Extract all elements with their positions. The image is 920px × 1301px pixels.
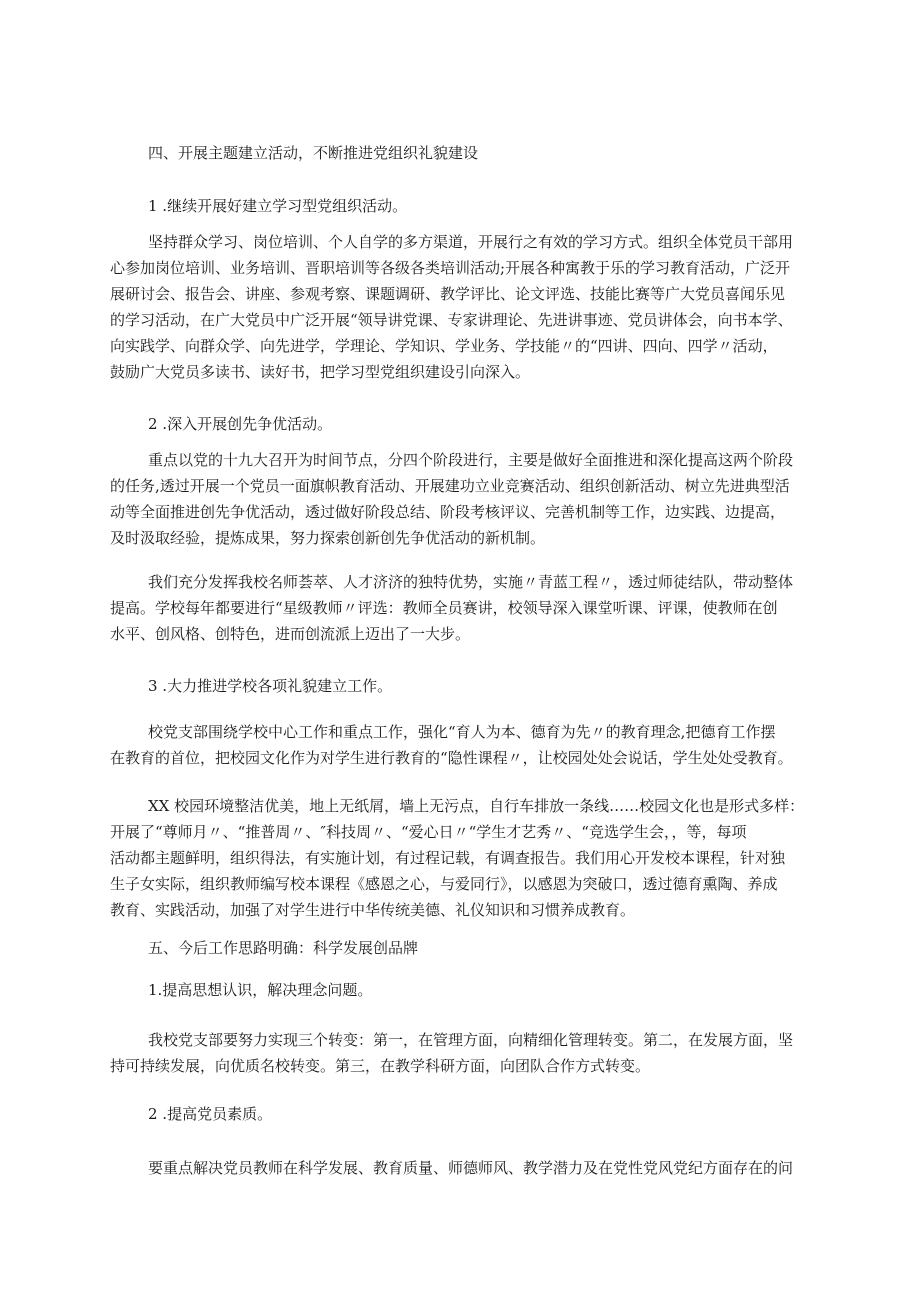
text-line: 四、开展主题建立活动，不断推进党组织礼貌建设 (148, 144, 479, 162)
text-line: 鼓励广大党员多读书、读好书，把学习型党组织建设引向深入。 (110, 363, 531, 381)
text-line: 1.提高思想认识，解决理念问题。 (148, 981, 373, 999)
text-line: 在教育的首位，把校园文化作为对学生进行教育的“隐性课程〃，让校园处处会说话，学生处处受教育。 (110, 749, 793, 767)
text-line: 的任务,透过开展一个党员一面旗帜教育活动、开展建功立业竞赛活动、组织创新活动、树立先进典型活 (110, 477, 790, 495)
text-line: 的学习活动，在广大党员中广泛开展“领导讲党课、专家讲理论、先进讲事迹、党员讲体会，向书本学、 (110, 311, 793, 329)
text-line: 动等全面推进创先争优活动，透过做好阶段总结、阶段考核评议、完善机制等工作，边实践、边提高， (110, 503, 786, 521)
text-line: 我们充分发挥我校名师荟萃、人才济济的独特优势，实施〃青蓝工程〃，透过师徒结队，带动整体 (148, 573, 794, 591)
text-line: 坚持群众学习、岗位培训、个人自学的多方渠道，开展行之有效的学习方式。组织全体党员干部用 (148, 233, 794, 251)
text-line: 重点以党的十九大召开为时间节点，分四个阶段进行，主要是做好全面推进和深化提高这两个阶段 (148, 451, 794, 469)
text-line: 向实践学、向群众学、向先进学，学理论、学知识、学业务、学技能〃的“四讲、四向、四学〃活动， (110, 337, 778, 355)
text-line: 2 .提高党员素质。 (148, 1105, 273, 1123)
text-line: 活动都主题鲜明，组织得法，有实施计划，有过程记载，有调查报告。我们用心开发校本课程，针对独 (110, 849, 786, 867)
text-line: XX 校园环境整洁优美，地上无纸屑，墙上无污点，自行车排放一条线……校园文化也是形式多样： (148, 797, 805, 815)
text-line: 提高。学校每年都要进行“星级教师〃评选：教师全员赛讲，校领导深入课堂听课、评课，使教师在创 (110, 599, 778, 617)
text-line: 及时汲取经验，提炼成果，努力探索创新创先争优活动的新机制。 (110, 529, 546, 547)
text-line: 校党支部围绕学校中心工作和重点工作，强化“育人为本、德育为先〃的教育理念,把德育工作摆 (148, 723, 776, 741)
text-line: 要重点解决党员教师在科学发展、教育质量、师德师风、教学潜力及在党性党风党纪方面存在的问 (148, 1159, 794, 1177)
text-line: 五、今后工作思路明确：科学发展创品牌 (148, 939, 419, 957)
text-line: 教育、实践活动，加强了对学生进行中华传统美德、礼仪知识和习惯养成教育。 (110, 901, 636, 919)
text-line: 我校党支部要努力实现三个转变：第一，在管理方面，向精细化管理转变。第二，在发展方面，坚 (148, 1031, 794, 1049)
text-line: 开展了“尊师月〃、“推普周〃、″科技周〃、“爱心日〃“学生才艺秀〃、“竞选学生会，，等，每项 (110, 823, 747, 841)
text-line: 持可持续发展，向优质名校转变。第三，在教学科研方面，向团队合作方式转变。 (110, 1057, 651, 1075)
text-line: 展研讨会、报告会、讲座、参观考察、课题调研、教学评比、论文评选、技能比赛等广大党员喜闻乐见 (110, 285, 786, 303)
text-line: 2 .深入开展创先争优活动。 (148, 415, 333, 433)
text-line: 生子女实际，组织教师编写校本课程《感恩之心，与爱同行》，以感恩为突破口，透过德育熏陶、养成 (110, 875, 778, 893)
text-line: 心参加岗位培训、业务培训、晋职培训等各级各类培训活动;开展各种寓教于乐的学习教育活动，广泛开 (110, 259, 791, 277)
text-line: 3 .大力推进学校各项礼貌建立工作。 (148, 677, 393, 695)
text-line: 水平、创风格、创特色，进而创流派上迈出了一大步。 (110, 625, 471, 643)
text-line: 1 .继续开展好建立学习型党组织活动。 (148, 197, 408, 215)
